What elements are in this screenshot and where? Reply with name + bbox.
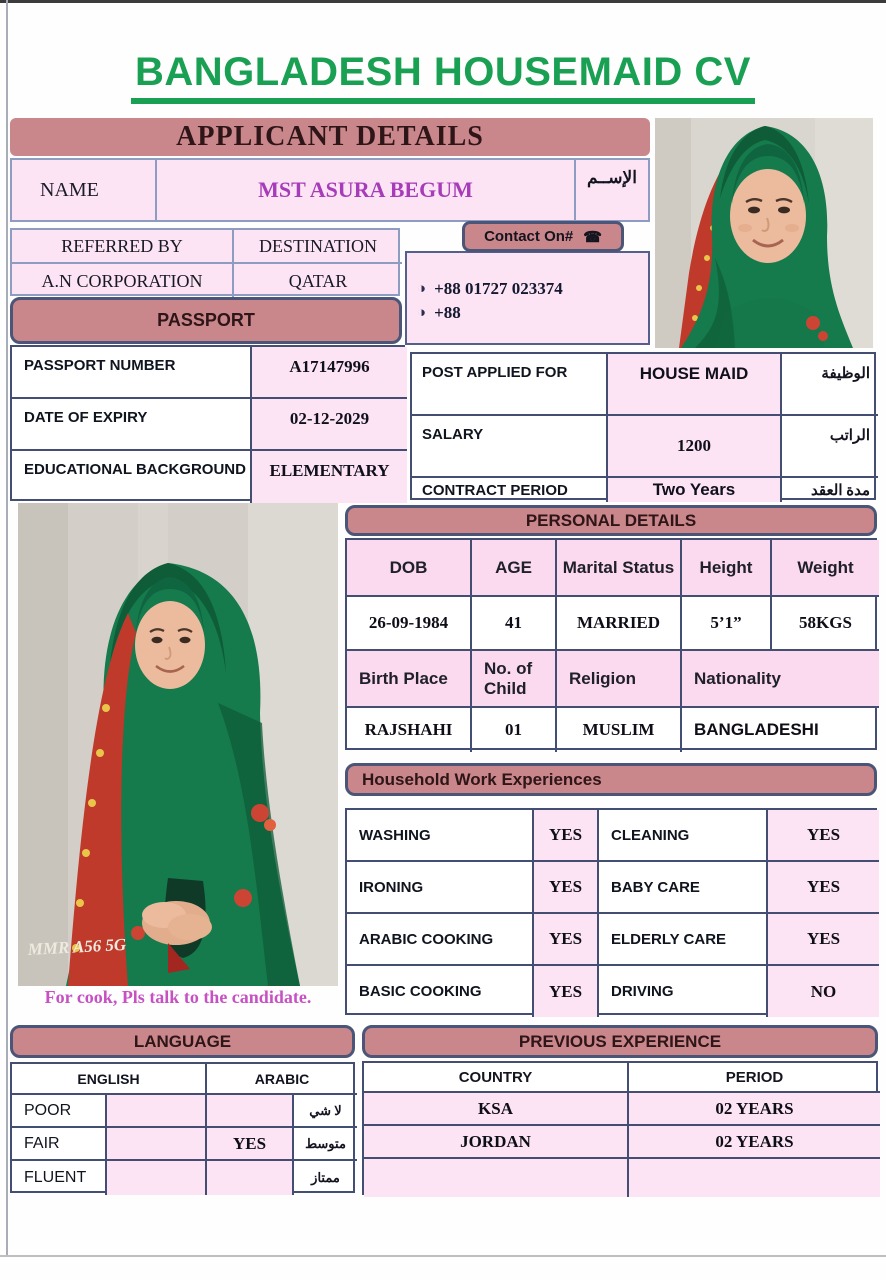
skill-label: IRONING [347, 862, 534, 914]
page-title [0, 50, 886, 104]
english-column-header: ENGLISH [12, 1064, 207, 1095]
personal-details-table [345, 538, 877, 750]
country-value: JORDAN [364, 1126, 629, 1159]
period-value [629, 1159, 880, 1197]
section-header-passport: PASSPORT [10, 297, 402, 344]
name-table [10, 158, 650, 222]
period-value: 02 YEARS [629, 1093, 880, 1126]
skill-label: BASIC COOKING [347, 966, 534, 1017]
marital-value: MARRIED [557, 597, 682, 651]
page-left-edge [6, 0, 8, 1257]
english-level-value [107, 1128, 207, 1161]
skill-value: YES [534, 914, 599, 966]
salary-value: 1200 [608, 416, 782, 478]
contract-label: CONTRACT PERIOD [412, 478, 608, 502]
phone-number-2: +88 [434, 303, 461, 322]
post-value: HOUSE MAID [608, 354, 782, 416]
telephone-icon: ☎ [583, 228, 602, 246]
weight-header: Weight [772, 540, 879, 597]
skill-label: DRIVING [599, 966, 768, 1017]
job-table [410, 352, 876, 500]
level-label: FLUENT [12, 1161, 107, 1195]
skill-value: YES [534, 862, 599, 914]
passport-table [10, 345, 405, 501]
age-value: 41 [472, 597, 557, 651]
skill-value: YES [768, 810, 879, 862]
photo-watermark: MMR A56 5G [27, 934, 127, 959]
nationality-header: Nationality [682, 651, 879, 708]
expiry-value: 02-12-2029 [252, 399, 407, 451]
arabic-level-value: YES [207, 1128, 294, 1161]
previous-experience-table [362, 1061, 878, 1195]
english-level-value [107, 1095, 207, 1128]
period-value: 02 YEARS [629, 1126, 880, 1159]
household-work-table [345, 808, 877, 1015]
name-label: NAME [12, 160, 157, 220]
skill-label: ELDERLY CARE [599, 914, 768, 966]
phone-number-1: +88 01727 023374 [434, 279, 563, 298]
height-header: Height [682, 540, 772, 597]
skill-label: BABY CARE [599, 862, 768, 914]
page-title-text: BANGLADESH HOUSEMAID CV [131, 50, 755, 104]
section-header-language: LANGUAGE [10, 1025, 355, 1058]
section-header-household-work: Household Work Experiences [345, 763, 877, 796]
level-label: FAIR [12, 1128, 107, 1161]
destination-label: DESTINATION [234, 230, 402, 264]
country-value: KSA [364, 1093, 629, 1126]
referral-table [10, 228, 400, 296]
passport-number-value: A17147996 [252, 347, 407, 399]
page-top-edge [0, 0, 886, 3]
contact-badge-label: Contact On# [484, 228, 574, 245]
photo-caption: For cook, Pls talk to the candidate. [44, 987, 312, 1007]
height-value: 5’1” [682, 597, 772, 651]
phone-bullet-icon: ◑ [417, 304, 427, 321]
salary-label-arabic: الراتب [782, 416, 878, 478]
applicant-photo-large [18, 503, 338, 986]
education-value: ELEMENTARY [252, 451, 407, 503]
phone-number-row [417, 303, 648, 323]
section-header-personal-details: PERSONAL DETAILS [345, 505, 877, 536]
arabic-level-value [207, 1161, 294, 1195]
children-header: No. of Child [472, 651, 557, 708]
level-label: POOR [12, 1095, 107, 1128]
english-level-value [107, 1161, 207, 1195]
phone-number-row [417, 279, 648, 299]
skill-label: CLEANING [599, 810, 768, 862]
language-table [10, 1062, 355, 1193]
skill-value: NO [768, 966, 879, 1017]
skill-value: YES [768, 862, 879, 914]
contact-badge [462, 221, 624, 252]
name-value: MST ASURA BEGUM [157, 160, 576, 220]
section-header-previous-experience: PREVIOUS EXPERIENCE [362, 1025, 878, 1058]
contract-label-arabic: مدة العقد [811, 482, 870, 499]
skill-label: ARABIC COOKING [347, 914, 534, 966]
skill-value: YES [534, 966, 599, 1017]
weight-value: 58KGS [772, 597, 879, 651]
applicant-photo-small [655, 118, 873, 348]
dob-value: 26-09-1984 [347, 597, 472, 651]
arabic-level-value [207, 1095, 294, 1128]
age-header: AGE [472, 540, 557, 597]
level-label-arabic: ممتاز [311, 1170, 340, 1185]
name-label-arabic: الإســم [587, 168, 637, 187]
nationality-value: BANGLADESHI [694, 720, 819, 739]
birthplace-value: RAJSHAHI [347, 708, 472, 752]
country-value [364, 1159, 629, 1197]
skill-value: YES [768, 914, 879, 966]
level-label-arabic: لا شي [294, 1095, 357, 1128]
marital-header: Marital Status [557, 540, 682, 597]
skill-label: WASHING [347, 810, 534, 862]
education-label: EDUCATIONAL BACKGROUND [12, 451, 252, 503]
period-column-header: PERIOD [629, 1063, 880, 1093]
referred-by-value: A.N CORPORATION [12, 264, 234, 298]
passport-number-label: PASSPORT NUMBER [12, 347, 252, 399]
page-bottom-edge [0, 1255, 886, 1257]
children-value: 01 [472, 708, 557, 752]
birthplace-header: Birth Place [347, 651, 472, 708]
level-label-arabic: متوسط [294, 1128, 357, 1161]
phone-bullet-icon: ◑ [417, 280, 427, 297]
arabic-column-header: ARABIC [207, 1064, 357, 1095]
skill-value: YES [534, 810, 599, 862]
destination-value: QATAR [288, 270, 348, 291]
religion-value: MUSLIM [557, 708, 682, 752]
salary-label: SALARY [412, 416, 608, 478]
contract-value: Two Years [608, 478, 782, 502]
dob-header: DOB [347, 540, 472, 597]
section-header-applicant-details: APPLICANT DETAILS [10, 118, 650, 156]
contact-box [405, 251, 650, 345]
country-column-header: COUNTRY [364, 1063, 629, 1093]
referred-by-label: REFERRED BY [12, 230, 234, 264]
expiry-label: DATE OF EXPIRY [12, 399, 252, 451]
religion-header: Religion [557, 651, 682, 708]
post-label-arabic: الوظيفة [782, 354, 878, 416]
post-label: POST APPLIED FOR [412, 354, 608, 416]
